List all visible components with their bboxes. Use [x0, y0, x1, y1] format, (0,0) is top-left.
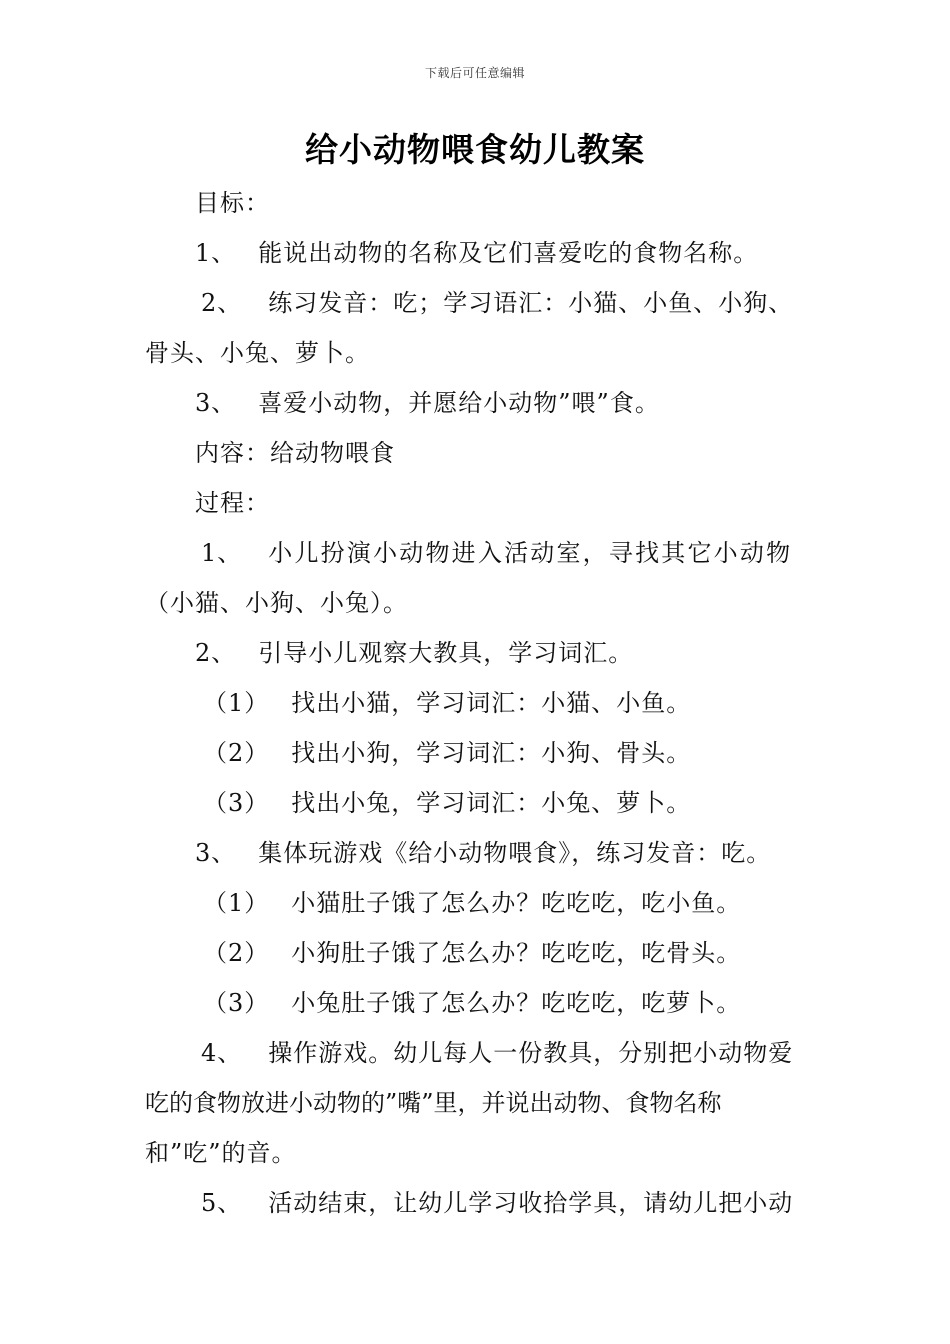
line-text: 骨头、小兔、萝卜。	[145, 339, 370, 367]
list-number: 1、	[201, 539, 243, 567]
paragraph-line	[145, 1128, 810, 1178]
paragraph-line	[145, 228, 810, 278]
list-number: 2、	[195, 639, 237, 667]
list-number: （1）	[203, 889, 270, 917]
line-text: 小儿扮演小动物进入活动室，寻找其它小动物	[268, 539, 793, 567]
list-number: 3、	[195, 389, 237, 417]
line-text: 小兔肚子饿了怎么办？吃吃吃，吃萝卜。	[291, 989, 742, 1017]
line-text: 过程：	[195, 489, 270, 517]
line-text: 找出小猫，学习词汇：小猫、小鱼。	[291, 689, 692, 717]
list-number: （1）	[203, 689, 270, 717]
paragraph-line	[145, 678, 810, 728]
line-text: 小猫肚子饿了怎么办？吃吃吃，吃小鱼。	[291, 889, 742, 917]
list-number: （2）	[203, 739, 270, 767]
paragraph-line	[145, 328, 810, 378]
paragraph-line	[145, 178, 810, 228]
document-body	[145, 178, 810, 1228]
list-number: 4、	[201, 1039, 243, 1067]
list-number: （2）	[203, 939, 270, 967]
paragraph-line	[145, 278, 810, 328]
line-text: 找出小兔，学习词汇：小兔、萝卜。	[291, 789, 692, 817]
line-text: 和”吃”的音。	[145, 1139, 297, 1167]
paragraph-line	[145, 578, 810, 628]
line-text: 吃的食物放进小动物的”嘴”里，并说出动物、食物名称	[145, 1089, 722, 1117]
paragraph-line	[145, 928, 810, 978]
line-text: 活动结束，让幼儿学习收拾学具，请幼儿把小动	[268, 1189, 794, 1217]
paragraph-line	[145, 728, 810, 778]
line-text: 能说出动物的名称及它们喜爱吃的食物名称。	[258, 239, 759, 267]
document-title: 给小动物喂食幼儿教案	[305, 130, 645, 169]
line-text: 引导小儿观察大教具，学习词汇。	[258, 639, 634, 667]
line-text: 小狗肚子饿了怎么办？吃吃吃，吃骨头。	[291, 939, 742, 967]
list-number: 1、	[195, 239, 237, 267]
paragraph-line	[145, 878, 810, 928]
line-text: 练习发音：吃；学习语汇：小猫、小鱼、小狗、	[268, 289, 794, 317]
list-number: 2、	[201, 289, 243, 317]
header-note: 下载后可任意编辑	[424, 66, 525, 80]
paragraph-line	[145, 628, 810, 678]
list-number: 3、	[195, 839, 237, 867]
paragraph-line	[145, 978, 810, 1028]
paragraph-line	[145, 828, 810, 878]
paragraph-line	[145, 1078, 810, 1128]
paragraph-line	[145, 1178, 810, 1228]
paragraph-line	[145, 378, 810, 428]
line-text: （小猫、小狗、小兔）。	[145, 589, 408, 617]
line-text: 内容：给动物喂食	[195, 439, 395, 467]
paragraph-line	[145, 528, 810, 578]
list-number: （3）	[203, 789, 270, 817]
line-text: 集体玩游戏《给小动物喂食》，练习发音：吃。	[258, 839, 772, 867]
list-number: 5、	[201, 1189, 243, 1217]
paragraph-line	[145, 478, 810, 528]
paragraph-line	[145, 1028, 810, 1078]
list-number: （3）	[203, 989, 270, 1017]
paragraph-line	[145, 778, 810, 828]
line-text: 喜爱小动物，并愿给小动物”喂”食。	[258, 389, 660, 417]
line-text: 找出小狗，学习词汇：小狗、骨头。	[291, 739, 692, 767]
line-text: 操作游戏。幼儿每人一份教具，分别把小动物爱	[268, 1039, 794, 1067]
line-text: 目标：	[195, 189, 270, 217]
paragraph-line	[145, 428, 810, 478]
